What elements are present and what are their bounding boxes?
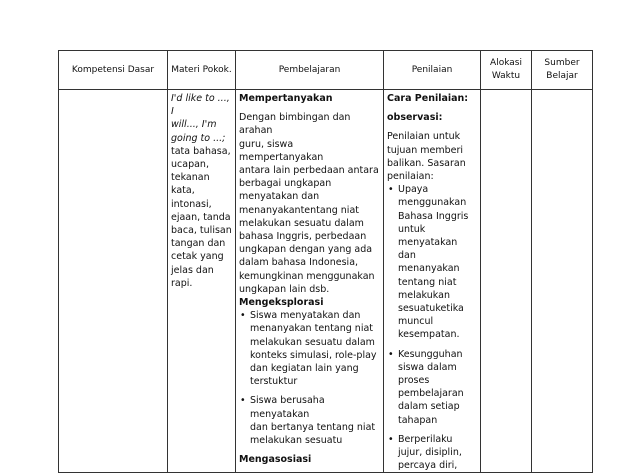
paragraph-line: antara lain perbedaan antara [239, 165, 379, 177]
materi-line: tangan dan [171, 238, 226, 250]
materi-line: ejaan, tanda [171, 211, 231, 223]
header-pembelajaran: Pembelajaran [236, 51, 384, 90]
header-sumber-belajar [532, 51, 593, 90]
pembelajaran-paragraph [239, 111, 380, 296]
bullet-line: terstuktur [250, 376, 298, 388]
bullet-line: percaya diri, [398, 460, 458, 472]
paragraph-line: ungkapan lain dsb. [239, 283, 330, 295]
heading-observasi: observasi: [387, 112, 443, 124]
heading-mengeksplorasi: Mengeksplorasi [239, 297, 324, 309]
bullet-line: menanyakan [398, 263, 460, 275]
header-kompetensi-dasar: Kompetensi Dasar [59, 51, 168, 90]
bullet-line: dan [398, 250, 416, 262]
paragraph-line: guru, siswa mempertanyakan [239, 138, 324, 163]
heading-cara-penilaian: Cara Penilaian: [387, 93, 469, 104]
paragraph-line: ungkapan dengan yang ada [239, 244, 373, 256]
materi-line: tata bahasa, [171, 145, 231, 157]
cell-sumber-belajar [532, 90, 593, 473]
bullet-line: dalam setiap [398, 401, 460, 413]
materi-line: kata, [171, 185, 195, 197]
bullet-line: • Kesungguhan [398, 348, 463, 360]
cell-kompetensi-dasar [59, 90, 168, 473]
materi-italic-line: will..., I'm [171, 119, 217, 131]
header-sumber-line2: Belajar [546, 71, 578, 81]
cell-materi-pokok [168, 90, 236, 473]
bullet-line: menyatakan [398, 237, 458, 249]
materi-line: intonasi, [171, 198, 212, 210]
bullet-line: • Siswa menyatakan dan [250, 310, 361, 322]
materi-line: rapi. [171, 277, 193, 289]
heading-mengasosiasi: Mengasosiasi [239, 454, 312, 466]
bullet-line: sesuatuketika [398, 303, 464, 315]
header-alokasi-line1: Alokasi [490, 58, 522, 68]
pembelajaran-bullet-item [239, 394, 380, 447]
bullet-line: konteks simulasi, role-play [250, 349, 377, 361]
paragraph-line: bahasa Inggris, perbedaan [239, 231, 367, 243]
bullet-line: melakukan sesuatu [250, 435, 343, 447]
materi-italic-line: I'd like to ..., I [171, 93, 230, 118]
intro-line: tujuan memberi [387, 144, 464, 156]
bullet-line: menggunakan [398, 197, 467, 209]
paragraph-line: kemungkinan menggunakan [239, 270, 375, 282]
syllabus-table [58, 50, 593, 473]
intro-line: penilaian: [387, 171, 434, 183]
penilaian-intro [387, 130, 477, 183]
content-row [59, 90, 593, 473]
intro-line: Penilaian untuk [387, 131, 461, 143]
materi-line: baca, tulisan [171, 225, 232, 237]
paragraph-line: berbagai ungkapan [239, 178, 332, 190]
bullet-line: tahapan [398, 414, 438, 426]
bullet-line: siswa dalam [398, 361, 457, 373]
bullet-line: muncul [398, 316, 434, 328]
bullet-line: menanyakan tentang niat [250, 323, 374, 335]
bullet-line: proses [398, 375, 430, 387]
header-materi-pokok: Materi Pokok. [168, 51, 236, 90]
bullet-line: • Upaya [398, 184, 429, 196]
bullet-line: • Berperilaku [398, 433, 453, 445]
paragraph-line: Dengan bimbingan dan arahan [239, 112, 351, 137]
paragraph-line: menanyakantentang niat [239, 204, 359, 216]
materi-line: cetak yang [171, 251, 224, 263]
header-penilaian: Penilaian [384, 51, 481, 90]
intro-line: balikan. Sasaran [387, 157, 466, 169]
cell-alokasi-waktu [481, 90, 532, 473]
header-row [59, 51, 593, 90]
paragraph-line: melakukan sesuatu dalam [239, 217, 364, 229]
bullet-line: melakukan sesuatu dalam [250, 336, 375, 348]
bullet-line: • Siswa berusaha menyatakan [250, 395, 325, 420]
heading-mempertanyakan: Mempertanyakan [239, 93, 333, 104]
bullet-line: jujur, disiplin, [398, 447, 462, 459]
penilaian-bullet-item [387, 348, 477, 427]
bullet-line: melakukan [398, 289, 450, 301]
header-sumber-line1: Sumber [544, 58, 580, 68]
materi-line: jelas dan [171, 264, 214, 276]
bullet-line: tentang niat [398, 276, 457, 288]
penilaian-bullet-item [387, 183, 477, 341]
pembelajaran-bullet-item [239, 309, 380, 388]
bullet-line: dan kegiatan lain yang [250, 363, 359, 375]
bullet-line: kesempatan. [398, 329, 460, 341]
bullet-line: dan bertanya tentang niat [250, 421, 376, 433]
header-alokasi-line2: Waktu [491, 71, 521, 81]
bullet-line: Bahasa Inggris [398, 210, 469, 222]
paragraph-line: dalam bahasa Indonesia, [239, 257, 359, 269]
paragraph-line: menyatakan dan [239, 191, 320, 203]
cell-penilaian [384, 90, 481, 473]
materi-line: tekanan [171, 172, 210, 184]
header-alokasi-waktu [481, 51, 532, 90]
bullet-line: untuk [398, 223, 426, 235]
penilaian-bullet-item [387, 433, 477, 473]
cell-pembelajaran [236, 90, 384, 473]
materi-italic-line: going to ...; [171, 132, 226, 144]
bullet-line: pembelajaran [398, 388, 464, 400]
materi-line: ucapan, [171, 159, 209, 171]
